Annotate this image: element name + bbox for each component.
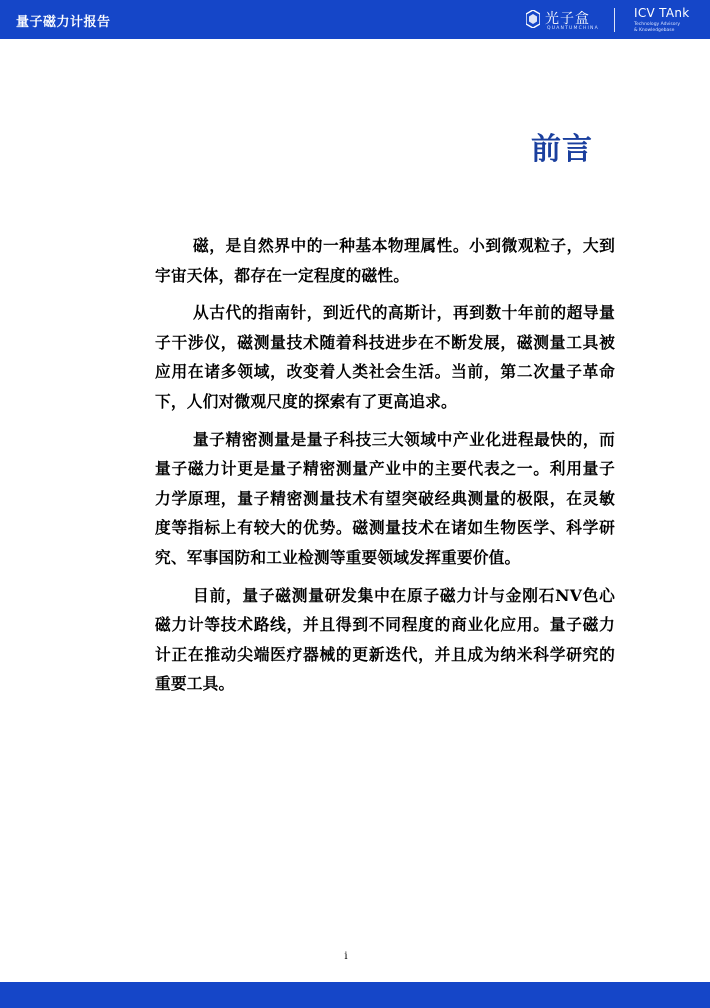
- icvtank-logo: [634, 6, 706, 34]
- paragraph: 从古代的指南针，到近代的高斯计，再到数十年前的超导量子干涉仪，磁测量技术随着科技进步在不断发展，磁测量工具被应用在诸多领域，改变着人类社会生活。当前，第二次量子革命下，人们对微观尺度的探索有了更高追求。: [155, 303, 615, 411]
- icvtank-logo-tagline-2: & Knowledgebase: [634, 28, 675, 33]
- header-bar: [0, 0, 710, 39]
- page-number: i: [344, 951, 348, 962]
- paragraph: 目前，量子磁测量研发集中在原子磁力计与金刚石NV色心磁力计等技术路线，并且得到不同程度的商业化应用。量子磁力计正在推动尖端医疗器械的更新迭代，并且成为纳米科学研究的重要工具。: [155, 585, 615, 694]
- report-title: 量子磁力计报告: [16, 15, 111, 30]
- logo-divider: [614, 8, 615, 32]
- quantumchina-logo-icon: [526, 10, 540, 28]
- icvtank-logo-tagline-1: Technology Advisory: [634, 22, 681, 27]
- icvtank-logo-name: ICV TAnk: [634, 6, 690, 20]
- paragraph: 量子精密测量是量子科技三大领域中产业化进程最快的，而量子磁力计更是量子精密测量产业中的主要代表之一。利用量子力学原理，量子精密测量技术有望突破经典测量的极限，在灵敏度等指标上有较大的优势。磁测量技术在诸如生物医学、科学研究、军事国防和工业检测等重要领域发挥重要价值。: [155, 429, 615, 567]
- quantumchina-logo: [526, 7, 598, 33]
- page-title: 前言: [531, 132, 593, 167]
- preface-body: [155, 231, 615, 707]
- quantumchina-logo-sub: QUANTUMCHINA: [547, 26, 599, 31]
- footer-bar: [0, 982, 710, 1008]
- paragraph: 磁，是自然界中的一种基本物理属性。小到微观粒子，大到宇宙天体，都存在一定程度的磁性。: [155, 236, 615, 285]
- quantumchina-logo-name: 光子盒: [545, 11, 590, 27]
